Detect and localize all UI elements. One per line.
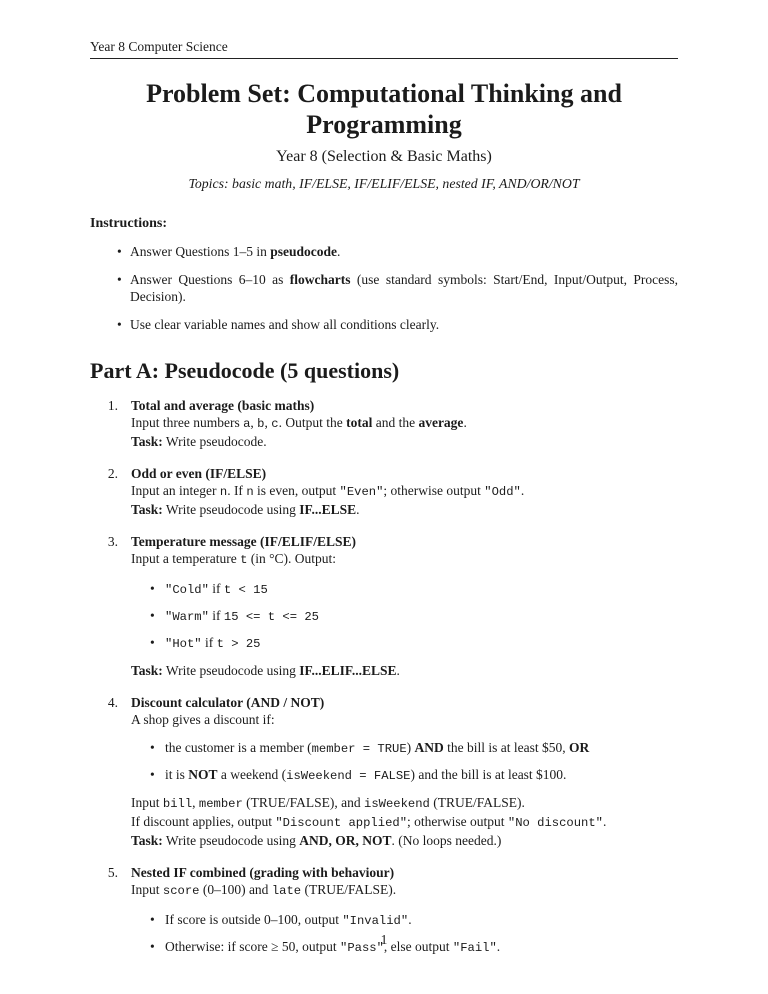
- question-bullet-list: [131, 739, 678, 785]
- question-task: Task: Write pseudocode using IF...ELIF...ELSE.: [131, 663, 400, 678]
- topics-line: Topics: basic math, IF/ELSE, IF/ELIF/ELSE, nested IF, AND/OR/NOT: [188, 176, 580, 191]
- instruction-item: [117, 271, 678, 305]
- question-5: [90, 864, 678, 966]
- question-title: Odd or even (IF/ELSE): [131, 466, 267, 481]
- question-bullet: [150, 580, 678, 599]
- instruction-text: • Use clear variable names and show all conditions clearly.: [130, 317, 440, 332]
- question-body: [131, 397, 678, 450]
- question-bullet: [150, 607, 678, 626]
- question-4: [90, 694, 678, 849]
- bullet-text: • If score is outside 0–100, output "Invalid".: [165, 912, 412, 928]
- bullet-text: • it is NOT a weekend (isWeekend = FALSE) and the bill is at least $100.: [165, 767, 567, 783]
- instructions-list: [90, 243, 678, 333]
- question-bullet-list: [131, 580, 678, 653]
- running-header: Year 8 Computer Science: [90, 39, 228, 54]
- instructions-heading: Instructions:: [90, 216, 168, 231]
- question-1: [90, 397, 678, 450]
- question-body: [131, 864, 678, 966]
- question-title: Total and average (basic maths): [131, 398, 315, 413]
- question-body: [131, 465, 678, 518]
- question-3: [90, 533, 678, 679]
- question-body: [131, 533, 678, 679]
- instruction-text: • Answer Questions 6–10 as flowcharts (use standard symbols: Start/End, Input/Output, Process, Decision).: [130, 272, 678, 304]
- page-number: 1: [380, 932, 388, 947]
- bullet-text: • Otherwise: if score ≥ 50, output "Pass", else output "Fail".: [165, 939, 501, 955]
- question-2: [90, 465, 678, 518]
- instruction-text: • Answer Questions 1–5 in pseudocode.: [130, 244, 341, 259]
- bullet-text: • "Cold" if t < 15: [165, 581, 268, 597]
- part-a-heading: Part A: Pseudocode (5 questions): [90, 358, 400, 383]
- question-list: [90, 397, 678, 966]
- bullet-text: • "Hot" if t > 25: [165, 635, 261, 651]
- page-subtitle: Year 8 (Selection & Basic Maths): [276, 148, 492, 165]
- question-number: 4.: [107, 695, 118, 710]
- question-bullet: [150, 766, 678, 785]
- bullet-text: • "Warm" if 15 <= t <= 25: [165, 608, 319, 624]
- question-text: Input three numbers a, b, c. Output the total and the average.: [131, 415, 467, 431]
- question-number: 3.: [107, 534, 118, 549]
- question-title: Discount calculator (AND / NOT): [131, 695, 325, 710]
- question-bullet: [150, 634, 678, 653]
- instruction-item: [117, 243, 678, 260]
- question-title: Temperature message (IF/ELIF/ELSE): [131, 534, 356, 549]
- question-text: Input bill, member (TRUE/FALSE), and isWeekend (TRUE/FALSE).: [131, 795, 525, 811]
- question-body: [131, 694, 678, 849]
- question-text: Input an integer n. If n is even, output "Even"; otherwise output "Odd".: [131, 483, 525, 499]
- question-bullet: [150, 739, 678, 758]
- bullet-text: • the customer is a member (member = TRUE) AND the bill is at least $50, OR: [165, 740, 590, 756]
- question-text: Input a temperature t (in °C). Output:: [131, 551, 337, 567]
- instruction-item: [117, 316, 678, 333]
- header-rule: [90, 58, 678, 59]
- question-text: If discount applies, output "Discount applied"; otherwise output "No discount".: [131, 814, 607, 830]
- question-number: 2.: [107, 466, 118, 481]
- question-task: Task: Write pseudocode using IF...ELSE.: [131, 502, 360, 517]
- page-title: Problem Set: Computational Thinking and Programming: [146, 79, 622, 139]
- question-text: A shop gives a discount if:: [131, 712, 275, 727]
- question-bullet: [150, 911, 678, 930]
- question-text: Input score (0–100) and late (TRUE/FALSE).: [131, 882, 397, 898]
- question-task: Task: Write pseudocode.: [131, 434, 267, 449]
- question-number: 5.: [107, 865, 118, 880]
- question-title: Nested IF combined (grading with behaviour): [131, 865, 395, 880]
- question-number: 1.: [107, 398, 118, 413]
- question-task: Task: Write pseudocode using AND, OR, NOT. (No loops needed.): [131, 833, 502, 848]
